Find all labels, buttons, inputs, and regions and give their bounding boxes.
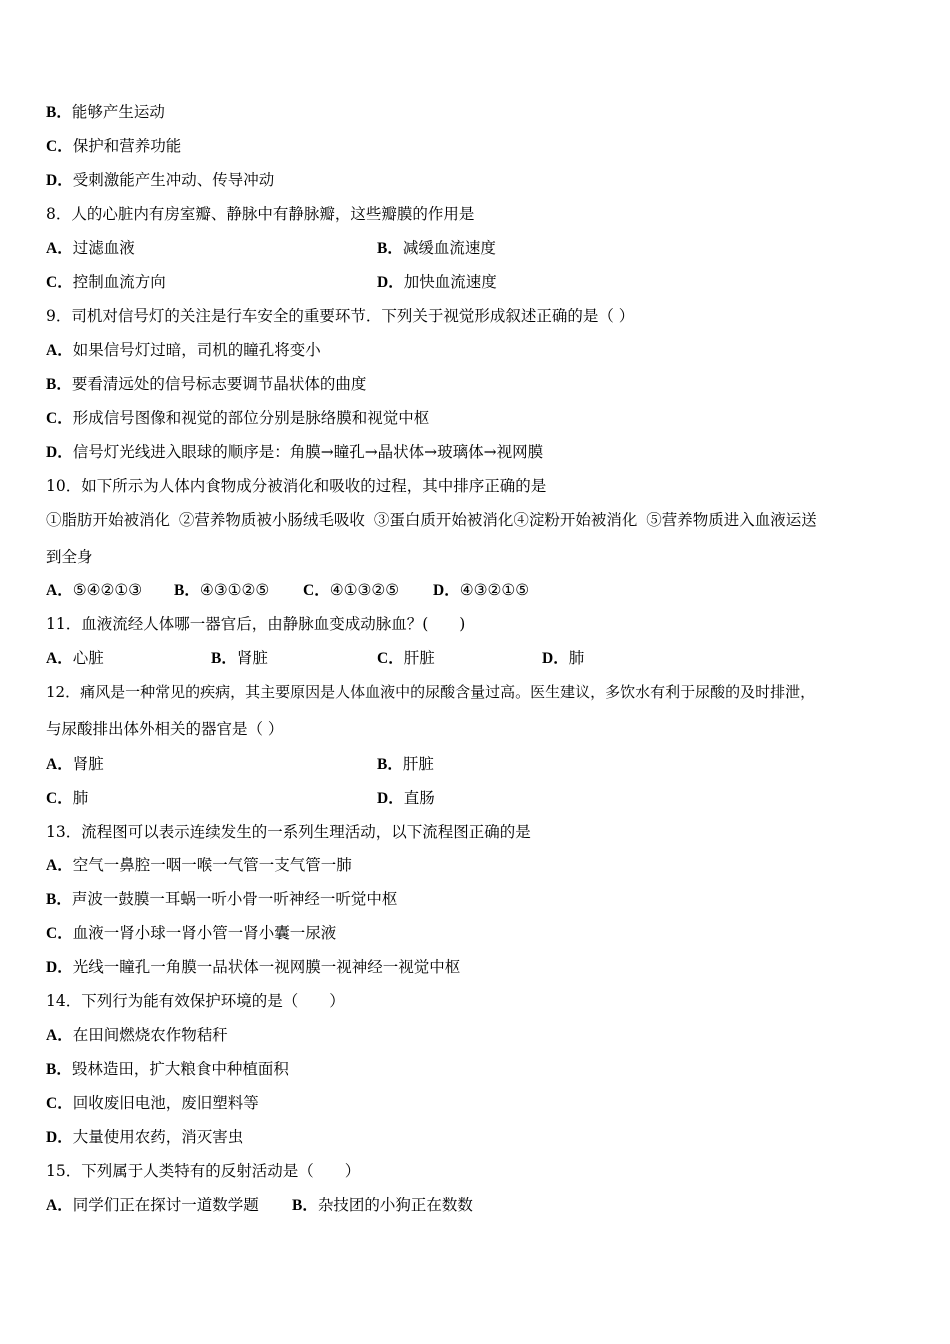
q13-option-c: C．血液一肾小球一肾小管一肾小囊一尿液 bbox=[46, 924, 337, 942]
q9-stem: 9．司机对信号灯的关注是行车安全的重要环节．下列关于视觉形成叙述正确的是（ ） bbox=[46, 307, 635, 325]
q10-items-line2: 到全身 bbox=[46, 548, 93, 566]
q13-option-d: D．光线一瞳孔一角膜一品状体一视网膜一视神经一视觉中枢 bbox=[46, 958, 461, 976]
q14-option-d: D．大量使用农药，消灭害虫 bbox=[46, 1128, 244, 1146]
q11-stem: 11．血液流经人体哪一器官后，由静脉血变成动脉血？( ) bbox=[46, 615, 466, 633]
q13-option-b: B．声波一鼓膜一耳蜗一听小骨一听神经一听觉中枢 bbox=[46, 890, 398, 908]
q12-option-c: C．肺 bbox=[46, 789, 89, 807]
q15-option-a: A．同学们正在探讨一道数学题 bbox=[46, 1196, 259, 1214]
q11-option-b: B．肾脏 bbox=[211, 649, 268, 667]
q12-stem-line1: 12．痛风是一种常见的疾病，其主要原因是人体血液中的尿酸含量过高。医生建议，多饮水有利于尿酸的及时排泄， bbox=[46, 683, 816, 701]
q10-option-a: A．⑤④②①③ bbox=[46, 581, 143, 599]
q14-stem: 14．下列行为能有效保护环境的是（ ） bbox=[46, 992, 345, 1010]
q14-option-a: A．在田间燃烧农作物秸秆 bbox=[46, 1026, 228, 1044]
q10-option-b: B．④③①②⑤ bbox=[174, 581, 270, 599]
q7-option-b: B．能够产生运动 bbox=[46, 103, 165, 121]
q10-stem: 10．如下所示为人体内食物成分被消化和吸收的过程，其中排序正确的是 bbox=[46, 477, 547, 495]
q15-option-b: B．杂技团的小狗正在数数 bbox=[292, 1196, 473, 1214]
q9-option-d: D．信号灯光线进入眼球的顺序是：角膜→瞳孔→晶状体→玻璃体→视网膜 bbox=[46, 443, 544, 461]
q9-option-c: C．形成信号图像和视觉的部位分别是脉络膜和视觉中枢 bbox=[46, 409, 430, 427]
q9-option-a: A．如果信号灯过暗，司机的瞳孔将变小 bbox=[46, 341, 321, 359]
q8-option-d: D．加快血流速度 bbox=[377, 273, 497, 291]
q8-option-b: B．减缓血流速度 bbox=[377, 239, 496, 257]
q11-option-d: D．肺 bbox=[542, 649, 585, 667]
q14-option-c: C．回收废旧电池，废旧塑料等 bbox=[46, 1094, 259, 1112]
q14-option-b: B．毁林造田，扩大粮食中种植面积 bbox=[46, 1060, 289, 1078]
q10-option-d: D．④③②①⑤ bbox=[433, 581, 530, 599]
q11-option-c: C．肝脏 bbox=[377, 649, 435, 667]
q11-option-a: A．心脏 bbox=[46, 649, 104, 667]
q10-option-c: C．④①③②⑤ bbox=[303, 581, 400, 599]
q10-items-line1: ①脂肪开始被消化 ②营养物质被小肠绒毛吸收 ③蛋白质开始被消化④淀粉开始被消化 ⑤营养物质进入血液运送 bbox=[46, 511, 817, 529]
q8-option-c: C．控制血流方向 bbox=[46, 273, 166, 291]
q15-stem: 15．下列属于人类特有的反射活动是（ ） bbox=[46, 1162, 361, 1180]
q8-stem: 8．人的心脏内有房室瓣、静脉中有静脉瓣，这些瓣膜的作用是 bbox=[46, 205, 475, 223]
q7-option-d: D．受刺激能产生冲动、传导冲动 bbox=[46, 171, 275, 189]
q12-option-a: A．肾脏 bbox=[46, 755, 104, 773]
q12-option-b: B．肝脏 bbox=[377, 755, 434, 773]
q13-option-a: A．空气一鼻腔一咽一喉一气管一支气管一肺 bbox=[46, 856, 352, 874]
q13-stem: 13．流程图可以表示连续发生的一系列生理活动，以下流程图正确的是 bbox=[46, 823, 531, 841]
q7-option-c: C．保护和营养功能 bbox=[46, 137, 182, 155]
q12-option-d: D．直肠 bbox=[377, 789, 435, 807]
q12-stem-line2: 与尿酸排出体外相关的器官是（ ） bbox=[46, 720, 284, 738]
q8-option-a: A．过滤血液 bbox=[46, 239, 135, 257]
q9-option-b: B．要看清远处的信号标志要调节晶状体的曲度 bbox=[46, 375, 367, 393]
